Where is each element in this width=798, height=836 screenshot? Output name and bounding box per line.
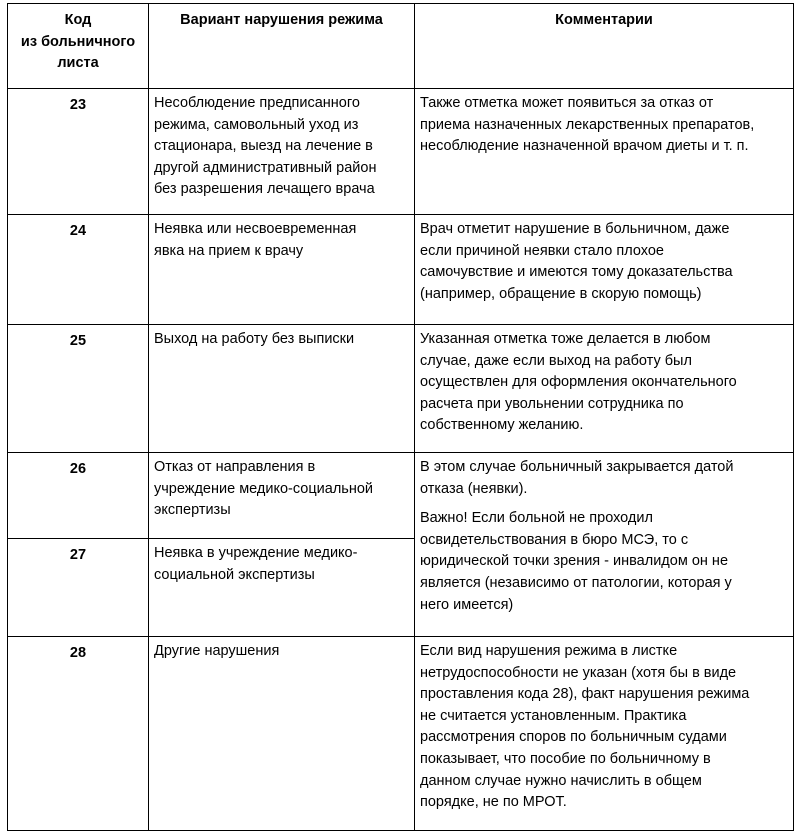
comment-cell: Указанная отметка тоже делается в любом случае, даже если выход на работу был осуществлен для оформления окончательного расчета при увольнении сотрудника по собственному желанию.	[415, 325, 794, 453]
table-row	[8, 215, 794, 325]
comment-cell: Врач отметит нарушение в больничном, даже если причиной неявки стало плохое самочувствие и имеются тому доказательства (например, обращение в скорую помощь)	[415, 215, 794, 325]
variant-cell: Неявка или несвоевременная явка на прием к врачу	[149, 215, 415, 325]
code-cell: 27	[8, 539, 149, 637]
variant-cell: Отказ от направления в учреждение медико-социальной экспертизы	[149, 453, 415, 539]
table-row	[8, 453, 794, 539]
variant-cell: Неявка в учреждение медико- социальной экспертизы	[149, 539, 415, 637]
comment-important-paragraph: Важно! Если больной не проходил освидетельствования в бюро МСЭ, то с юридической точки зрения - инвалидом он не является (независимо от патологии, которая у него имеется)	[420, 510, 732, 613]
variant-cell: Несоблюдение предписанного режима, самовольный уход из стационара, выезд на лечение в другой административный район без разрешения лечащего врача	[149, 89, 415, 215]
code-cell: 24	[8, 215, 149, 325]
comment-cell: Если вид нарушения режима в листке нетрудоспособности не указан (хотя бы в виде проставления кода 28), факт нарушения режима не считается установленным. Практика рассмотрения споров по больничным судами показывает, что пособие по больничному в данном случае нужно начислить в общем порядке, не по МРОТ.	[415, 637, 794, 831]
variant-cell: Другие нарушения	[149, 637, 415, 831]
code-cell: 26	[8, 453, 149, 539]
violation-codes-table	[7, 3, 794, 831]
table-row	[8, 89, 794, 215]
code-cell: 25	[8, 325, 149, 453]
header-variant: Вариант нарушения режима	[149, 4, 415, 89]
code-cell: 23	[8, 89, 149, 215]
table-header-row	[8, 4, 794, 89]
variant-cell: Выход на работу без выписки	[149, 325, 415, 453]
table-row	[8, 325, 794, 453]
comment-cell: Также отметка может появиться за отказ от приема назначенных лекарственных препаратов, несоблюдение назначенной врачом диеты и т. п.	[415, 89, 794, 215]
comment-cell	[415, 453, 794, 637]
header-comment: Комментарии	[415, 4, 794, 89]
header-code: Код из больничного листа	[8, 4, 149, 89]
code-cell: 28	[8, 637, 149, 831]
table-row	[8, 637, 794, 831]
comment-paragraph: В этом случае больничный закрывается датой отказа (неявки).	[420, 459, 734, 497]
